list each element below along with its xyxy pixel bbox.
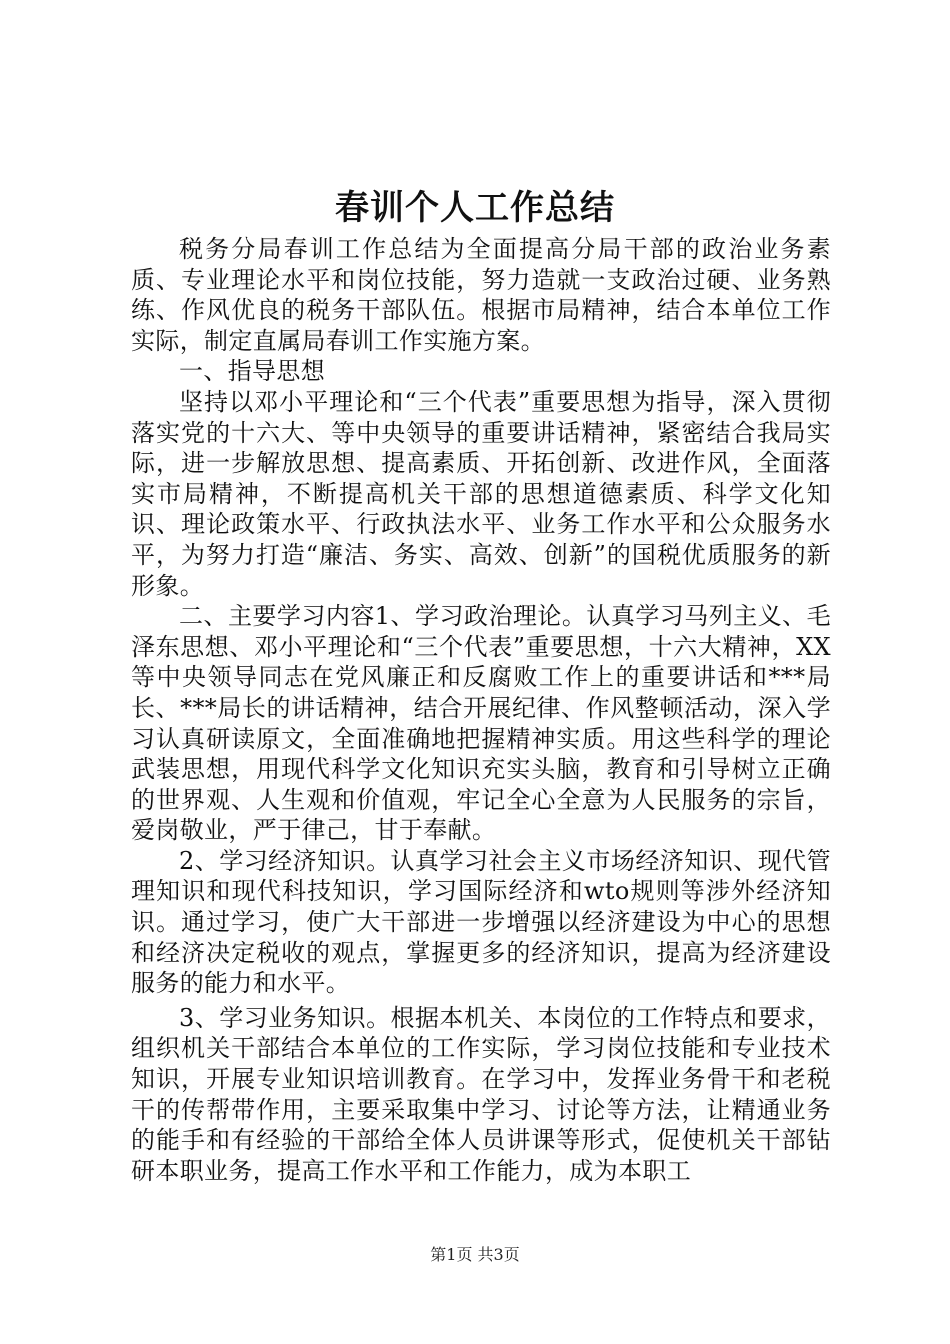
section-heading-guiding-thought: 一、指导思想 [179,357,326,386]
document-title: 春训个人工作总结 [335,188,615,228]
document-body [131,234,831,1186]
business-knowledge-paragraph: 3、学习业务知识。根据本机关、本岗位的工作特点和要求，组织机关干部结合本单位的工作实际，学习岗位技能和专业技术知识，开展专业知识培训教育。在学习中，发挥业务骨干和老税干的传帮带作用，主要采取集中学习、讨论等方法，让精通业务的能手和有经验的干部给全体人员讲课等形式，促使机关干部钻研本职业务，提高工作水平和工作能力，成为本职工 [131,1003,831,1185]
page-footer: 第1页 共3页 [430,1245,520,1264]
study-content-paragraph: 二、主要学习内容1、学习政治理论。认真学习马列主义、毛泽东思想、邓小平理论和“三个代表”重要思想，十六大精神，XX等中央领导同志在党风廉正和反腐败工作上的重要讲话和***局长、***局长的讲话精神，结合开展纪律、作风整顿活动，深入学习认真研读原文，全面准确地把握精神实质。用这些科学的理论武装思想，用现代科学文化知识充实头脑，教育和引导树立正确的世界观、人生观和价值观，牢记全心全意为人民服务的宗旨，爱岗敬业，严于律己，甘于奉献。 [131,602,831,845]
intro-paragraph: 税务分局春训工作总结为全面提高分局干部的政治业务素质、专业理论水平和岗位技能，努力造就一支政治过硬、业务熟练、作风优良的税务干部队伍。根据市局精神，结合本单位工作实际，制定直属局春训工作实施方案。 [131,235,831,355]
economic-knowledge-paragraph: 2、学习经济知识。认真学习社会主义市场经济知识、现代管理知识和现代科技知识，学习国际经济和wto规则等涉外经济知识。通过学习，使广大干部进一步增强以经济建设为中心的思想和经济决定税收的观点，掌握更多的经济知识，提高为经济建设服务的能力和水平。 [131,846,831,998]
guiding-thought-paragraph: 坚持以邓小平理论和“三个代表”重要思想为指导，深入贯彻落实党的十六大、等中央领导的重要讲话精神，紧密结合我局实际，进一步解放思想、提高素质、开拓创新、改进作风，全面落实市局精神，不断提高机关干部的思想道德素质、科学文化知识、理论政策水平、行政执法水平、业务工作水平和公众服务水平，为努力打造“廉洁、务实、高效、创新”的国税优质服务的新形象。 [131,387,831,600]
